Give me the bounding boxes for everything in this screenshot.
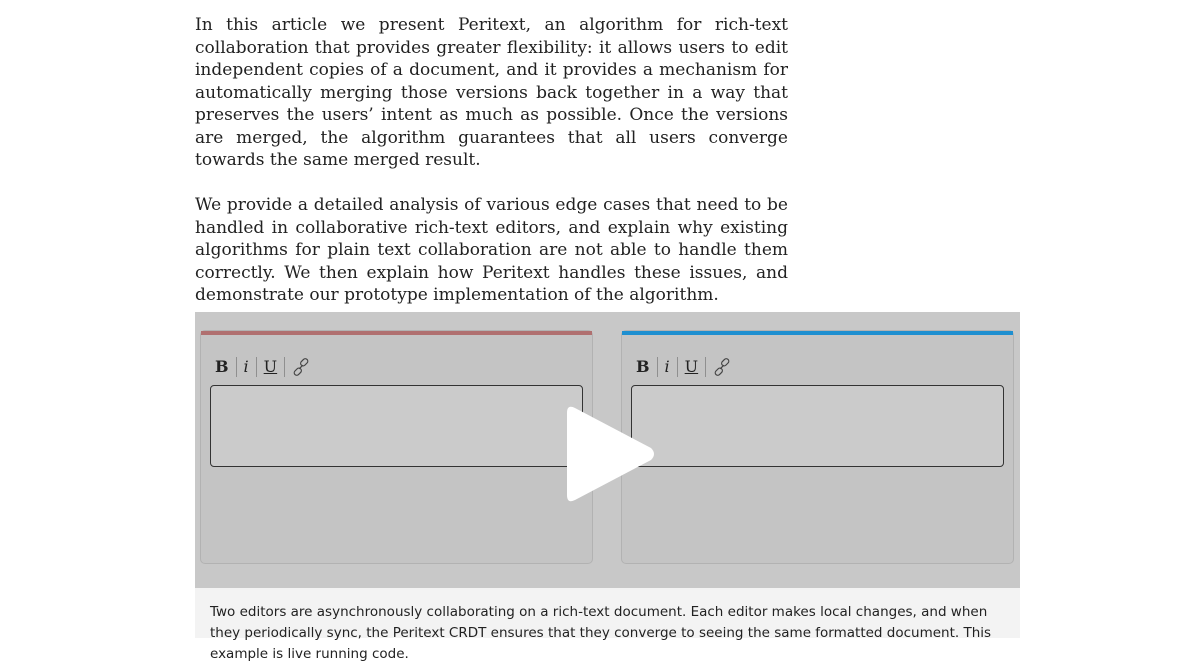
editor-right-accent-bar [622,331,1013,335]
editor-left-accent-bar [201,331,592,335]
editor-right [621,330,1014,564]
collaboration-demo-video[interactable] [195,312,1020,588]
editor-left [200,330,593,564]
italic-button[interactable]: i [664,357,670,376]
italic-button[interactable]: i [243,357,249,376]
link-icon[interactable] [285,358,317,376]
editor-left-toolbar [215,355,317,379]
demo-caption [195,588,1020,662]
bold-button[interactable]: B [636,357,650,376]
link-icon[interactable] [706,358,738,376]
underline-button[interactable]: U [263,357,278,376]
bold-button[interactable]: B [215,357,229,376]
editor-left-textbox[interactable] [210,385,583,467]
intro-paragraph-2: We provide a detailed analysis of various edge cases that need to be handled in collaborative rich-text editors, and explain why existing algorithms for plain text collaboration are not able to handle them correctly. We then explain how Peritext handles these issues, and demonstrate our prototype implementation of the algorithm. [195,195,788,305]
editor-right-toolbar [636,355,738,379]
play-icon[interactable] [557,404,657,504]
editor-right-textbox[interactable] [631,385,1004,467]
underline-button[interactable]: U [684,357,699,376]
intro-paragraph-1: In this article we present Peritext, an algorithm for rich-text collaboration that provides greater flexibility: it allows users to edit independent copies of a document, and it provides a mechanism for automatically merging those versions back together in a way that preserves the users’ intent as much as possible. Once the versions are merged, the algorithm guarantees that all users converge towards the same merged result. [195,15,788,170]
caption-text: Two editors are asynchronously collaborating on a rich-text document. Each editor makes local changes, and when they periodically sync, the Peritext CRDT ensures that they converge to seeing the same formatted document. This example is live running code. [210,604,992,662]
article-intro [195,14,788,307]
